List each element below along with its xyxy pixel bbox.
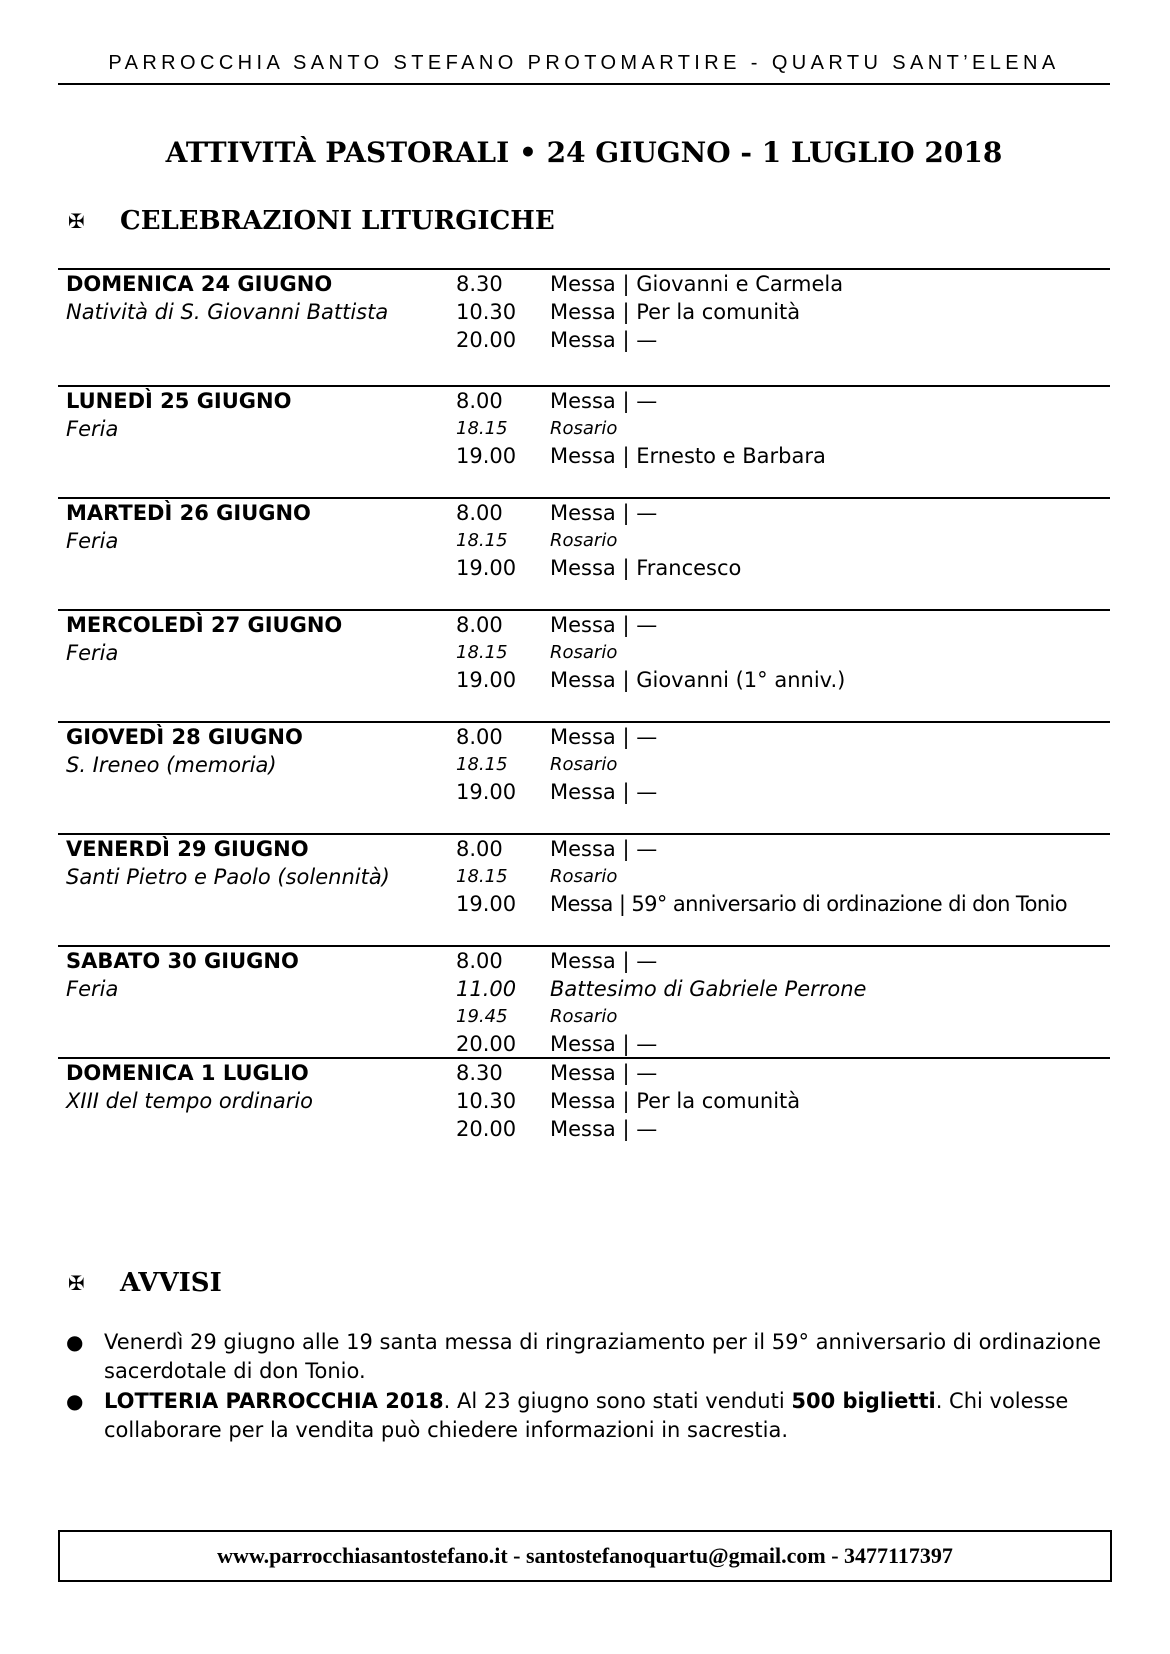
event-text: Messa | — xyxy=(550,328,658,352)
event-text: Messa | Per la comunità xyxy=(550,1089,801,1113)
notice-item xyxy=(58,1328,1110,1386)
section-title-celebrations: CELEBRAZIONI LITURGICHE xyxy=(120,206,555,236)
section-notices xyxy=(68,1268,222,1298)
event-text: Messa | — xyxy=(550,949,658,973)
day-block-sun-1 xyxy=(58,1057,1110,1159)
event-text: Messa | Ernesto e Barbara xyxy=(550,444,826,468)
footer-contacts: www.parrocchiasantostefano.it - santostefanoquartu@gmail.com - 3477117397 xyxy=(58,1530,1112,1582)
event-time: 18.15 xyxy=(456,530,508,551)
notice-text: Venerdì 29 giugno alle 19 santa messa di ringraziamento per il 59° anniversario di ordinazione sacerdotale di don Tonio. xyxy=(104,1330,1102,1383)
event-time: 8.30 xyxy=(456,1061,503,1085)
cross-icon: ✠ xyxy=(68,1271,85,1295)
event-time: 8.00 xyxy=(456,949,503,973)
parish-header: PARROCCHIA SANTO STEFANO PROTOMARTIRE - QUARTU SANT’ELENA xyxy=(108,52,1060,74)
day-block-sun-24 xyxy=(58,268,1110,385)
notices-list xyxy=(58,1328,1110,1446)
event-time: 8.00 xyxy=(456,837,503,861)
day-block-mon-25 xyxy=(58,385,1110,497)
event-text: Messa | — xyxy=(550,1061,658,1085)
event-time: 20.00 xyxy=(456,1117,517,1141)
event-time: 20.00 xyxy=(456,1032,517,1056)
event-text: Rosario xyxy=(550,1006,618,1027)
event-text: Messa | 59° anniversario di ordinazione di don Tonio xyxy=(550,892,1068,916)
event-text: Messa | — xyxy=(550,501,658,525)
event-text: Messa | — xyxy=(550,1117,658,1141)
liturgical-schedule xyxy=(58,268,1110,1159)
event-time: 8.30 xyxy=(456,272,503,296)
day-name: LUNEDÌ 25 GIUGNO xyxy=(66,389,292,413)
bullet-icon: ● xyxy=(66,1330,84,1354)
event-text: Rosario xyxy=(550,866,618,887)
event-text: Messa | Giovanni (1° anniv.) xyxy=(550,668,846,692)
event-time: 8.00 xyxy=(456,501,503,525)
event-time: 19.45 xyxy=(456,1006,508,1027)
event-text: Messa | Giovanni e Carmela xyxy=(550,272,844,296)
event-time: 19.00 xyxy=(456,668,517,692)
day-name: GIOVEDÌ 28 GIUGNO xyxy=(66,725,303,749)
event-text: Rosario xyxy=(550,754,618,775)
notice-text: . Chi volesse collaborare per la vendita può chiedere informazioni in sacrestia. xyxy=(104,1389,1069,1442)
event-time: 8.00 xyxy=(456,725,503,749)
event-text: Messa | — xyxy=(550,613,658,637)
notice-item xyxy=(58,1387,1110,1445)
day-description: Natività di S. Giovanni Battista xyxy=(66,300,389,324)
day-description: Feria xyxy=(66,417,119,441)
notice-text: . Al 23 giugno sono stati venduti xyxy=(443,1389,792,1413)
event-text: Rosario xyxy=(550,642,618,663)
day-block-sat-30 xyxy=(58,945,1110,1057)
day-name: MARTEDÌ 26 GIUGNO xyxy=(66,501,311,525)
header-rule xyxy=(58,83,1110,85)
notice-tickets-count: 500 biglietti xyxy=(791,1389,936,1413)
event-time: 10.30 xyxy=(456,1089,517,1113)
day-name: MERCOLEDÌ 27 GIUGNO xyxy=(66,613,343,637)
day-name: DOMENICA 1 LUGLIO xyxy=(66,1061,309,1085)
event-text: Battesimo di Gabriele Perrone xyxy=(550,977,867,1001)
event-time: 19.00 xyxy=(456,444,517,468)
event-time: 18.15 xyxy=(456,754,508,775)
day-description: Feria xyxy=(66,977,119,1001)
day-description: Santi Pietro e Paolo (solennità) xyxy=(66,865,390,889)
event-time: 19.00 xyxy=(456,780,517,804)
event-time: 20.00 xyxy=(456,328,517,352)
day-description: Feria xyxy=(66,529,119,553)
event-text: Messa | — xyxy=(550,1032,658,1056)
day-block-wed-27 xyxy=(58,609,1110,721)
event-time: 18.15 xyxy=(456,642,508,663)
event-time: 18.15 xyxy=(456,418,508,439)
event-text: Messa | Per la comunità xyxy=(550,300,801,324)
event-text: Messa | — xyxy=(550,837,658,861)
event-time: 8.00 xyxy=(456,389,503,413)
event-time: 11.00 xyxy=(456,977,517,1001)
cross-icon: ✠ xyxy=(68,209,85,233)
event-time: 19.00 xyxy=(456,892,517,916)
event-text: Messa | Francesco xyxy=(550,556,742,580)
day-block-fri-29 xyxy=(58,833,1110,945)
day-block-thu-28 xyxy=(58,721,1110,833)
event-time: 8.00 xyxy=(456,613,503,637)
bullet-icon: ● xyxy=(66,1389,84,1413)
section-title-notices: AVVISI xyxy=(120,1268,222,1298)
day-name: SABATO 30 GIUGNO xyxy=(66,949,299,973)
event-text: Messa | — xyxy=(550,389,658,413)
event-text: Rosario xyxy=(550,530,618,551)
section-celebrations xyxy=(68,206,555,236)
notice-lottery-title: LOTTERIA PARROCCHIA 2018 xyxy=(104,1389,444,1413)
event-time: 18.15 xyxy=(456,866,508,887)
day-block-tue-26 xyxy=(58,497,1110,609)
day-description: XIII del tempo ordinario xyxy=(66,1089,314,1113)
event-time: 10.30 xyxy=(456,300,517,324)
day-description: Feria xyxy=(66,641,119,665)
day-description: S. Ireneo (memoria) xyxy=(66,753,277,777)
event-time: 19.00 xyxy=(456,556,517,580)
day-name: DOMENICA 24 GIUGNO xyxy=(66,272,333,296)
day-name: VENERDÌ 29 GIUGNO xyxy=(66,837,309,861)
event-text: Messa | — xyxy=(550,725,658,749)
event-text: Rosario xyxy=(550,418,618,439)
event-text: Messa | — xyxy=(550,780,658,804)
page-title: ATTIVITÀ PASTORALI • 24 GIUGNO - 1 LUGLIO 2018 xyxy=(165,136,1003,169)
